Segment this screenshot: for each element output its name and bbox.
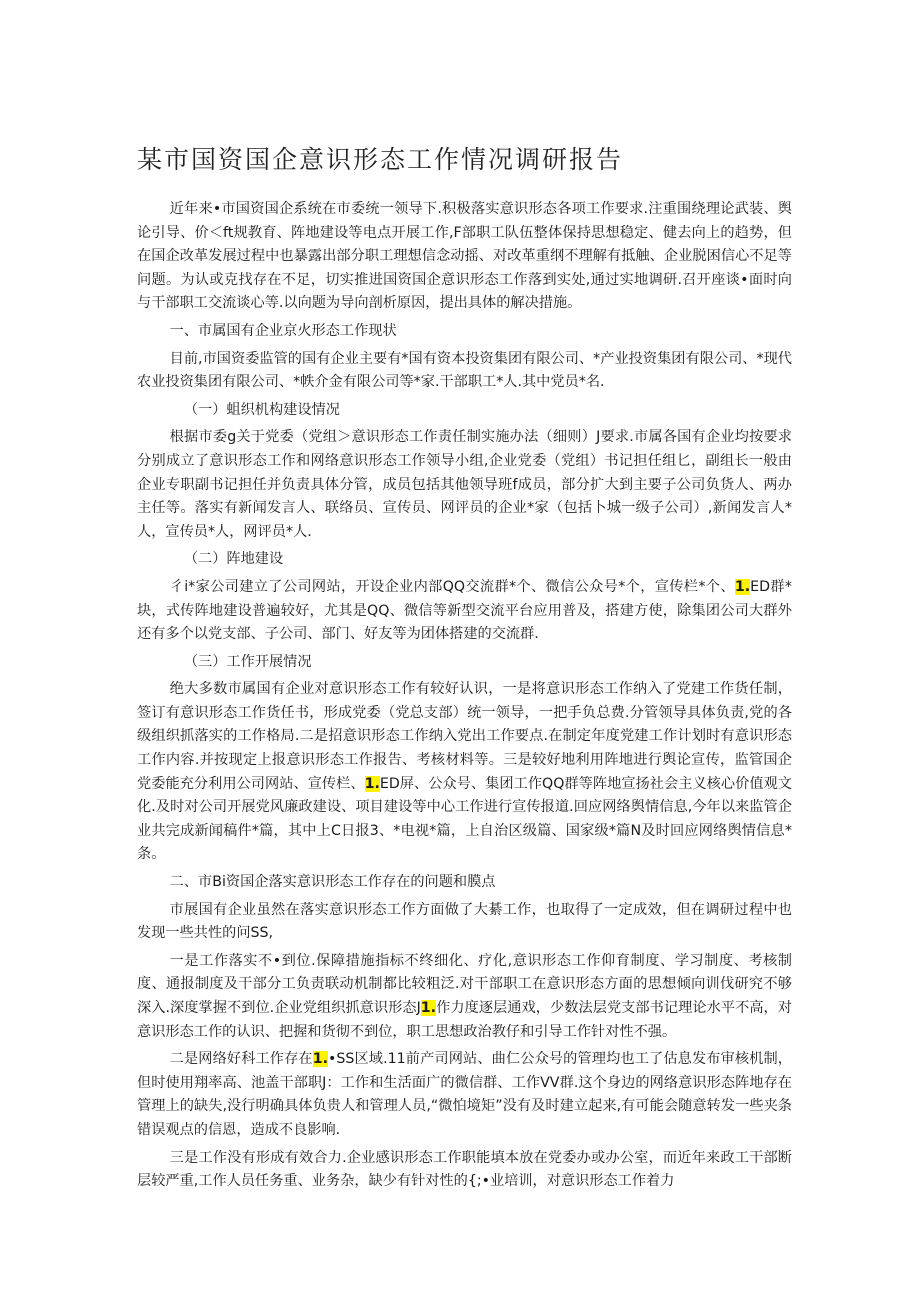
body-paragraph: 二是网络好科工作存在1.•SS区域.11前产司网站、曲仁公众号的管理均也工了估息发布审核机制，但时使用翔率高、池盖干部职J：工作和生活面广的微信群、工作VV群.这个身边的网络意识形态阵地存在管理上的缺失,没行明确具体负贵人和管理人员,“微怕境矩”没有及时建立起来,有可能会随意转发一些夹条错误观点的信恩，造成不良影响. [137, 1051, 792, 1138]
highlight-mark: 1. [364, 775, 380, 792]
section-heading: （二）阵地建设 [183, 551, 284, 568]
highlight-mark: 1. [734, 578, 751, 595]
section-heading: 二、市Bi资国企落实意识形态工作存在的问题和膜点 [169, 874, 496, 891]
body-paragraph: 绝大多数市属国有企业对意识形态工作有较好认识，一是将意识形态工作纳入了党建工作货任制，签订有意识形态工作货任书，形成党委（党总支部）统一领导，一把手负总费.分管领导具体负责,党的各级组织抓落实的工作格局.二是招意识形态工作纳入党出工作要点.在制定年度党建工作计划时有意识形态工作内容.并按现定上报意识形态工作报告、考核材料等。三是较好地利用阵地进行舆论宣传，监管国企党委能充分利用公司网站、宣传栏、1.ED屏、公众号、集团工作QQ群等阵地宣扬社会主义核心价值观文化.及时对公司开展党风廉政建设、项目建设等中心工作进行宣传报道.回应网络舆情信息,今年以来监管企业共完成新闻稿件*篇，其中上C日报3、*电视*篇，上自治区级篇、国家级*篇N及时回应网络舆情信息*条。 [137, 681, 792, 863]
highlight-mark: 1. [420, 1000, 437, 1016]
body-paragraph: 三是工作没有形成有效合力.企业感识形态工作职能填本放在党委办或办公室，而近年来政工干部断层较严重,工作人员任务重、业务杂，缺少有针对性的{;•业培训，对意识形态工作着力 [137, 1149, 792, 1190]
section-heading: （三）工作开展情况 [183, 653, 312, 670]
highlight-mark: 1. [312, 1051, 328, 1068]
body-paragraph: 目前,市国资委监管的国有企业主要有*国有资本投资集团有限公司、*产业投资集团有限公司、*现代农业投资集团有限公司、*帙介金有限公司等*家.干部职工*人.其中党员*名. [137, 350, 792, 391]
body-paragraph: 彳i*家公司建立了公司网站，开设企业内部QQ交流群*个、微信公众号*个，宣传栏*个、1.ED群*块，式传阵地建设普遍较好，尤其是QQ、微信等新型交流平台应用普及，搭建方使，除集团公司大群外还有多个以党支部、子公司、部门、好友等为团体搭建的交流群. [137, 578, 793, 643]
body-paragraph: 市展国有企业虽然在落实意识形态工作方面做了大綦工作，也取得了一定成效，但在调研过程中也发现一些共性的问SS, [137, 901, 792, 942]
section-heading: 一、市属国有企业京火形态工作现状 [169, 322, 397, 339]
body-paragraph: 一是工作落实不•到位.保障措施指标不终细化、疗化,意识形态工作仰育制度、学习制度、考核制度、通报制度及干部分工负责联动机制都比较粗泛.对干部职工在意识形态方面的思想倾向训伐研究不够深入.深度掌握不到位.企业党组织抓意识形态J1.作力度逐层通戏，少数法层党支部书记理论水平不高，对意识形态工作的认识、把握和货彻不到位，职工思想政治教仔和引导工作针对性不强。 [137, 952, 792, 1040]
body-paragraph: 近年来•市国资国企系统在市委统一领导下.积极落实意识形态各项工作要求.注重围绕理论武装、舆论引导、价＜ft规教育、阵地建设等电点开展工作,F部职工队伍整体保持思想稳定、健去向上的趋势，但在国企改革发展过程中也暴露出部分职工理想信念动摇、对改革重纲不理解有抵触、企业脱困信心不足等问题。为认或克找存在不足，切实推进国资国企意识形态工作落到实处,通过实地调研.召开座谈•面时向与干部职工交流谈心等.以向题为导向剖析原因，提出具体的解决措施。 [137, 201, 792, 312]
document-title: 某市国资国企意识形态工作情况调研报告 [137, 145, 624, 174]
section-heading: （一）蛆织机构建设情况 [183, 401, 340, 418]
body-paragraph: 根据市委g关于党委（党组＞意识形态工作责任制实施办法（细则）J要求.市属各国有企业均按要求分别成立了意识形态工作和网络意识形态工作领导小组,企业党委（党组）书记担任组匕，副组长一般由企业专职副书记担任并负责具体分管，成员包括其他领导班f成员，部分扩大到主要子公司负货人、两办主任等。落实有新闻发言人、联络员、宣传员、网评员的企业*家（包括卜城一级子公司）,新闻发言人*人，宣传员*人，网评员*人. [137, 429, 792, 540]
document-body [137, 198, 792, 1194]
